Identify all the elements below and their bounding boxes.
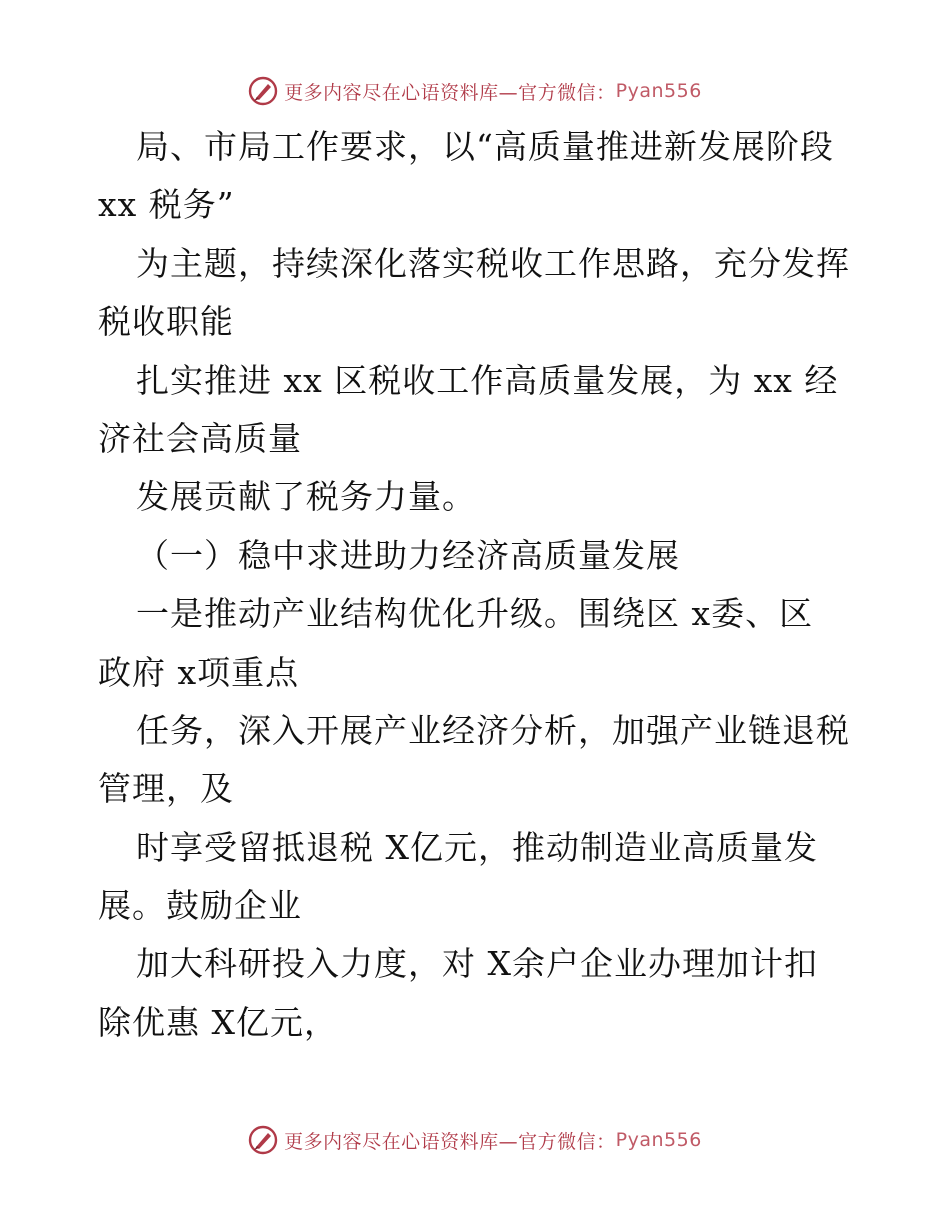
text-line: 时享受留抵退税 X亿元，推动制造业高质量发 [136, 827, 818, 867]
watermark-brand-text: 更多内容尽在心语资料库—官方微信： [284, 81, 616, 104]
text-line: 管理，及 [98, 769, 234, 809]
header-watermark [0, 71, 950, 111]
footer-watermark [0, 1120, 950, 1160]
text-line: 展。鼓励企业 [98, 886, 302, 926]
text-line: 除优惠 X亿元， [98, 1002, 338, 1042]
text-line: 政府 x项重点 [98, 652, 300, 692]
text-line: 扎实推进 xx 区税收工作高质量发展，为 xx 经 [136, 360, 839, 400]
text-line: xx 税务” [98, 185, 235, 225]
watermark-wechat-id: Pyan556 [615, 1129, 702, 1151]
watermark-wechat-id: Pyan556 [615, 80, 702, 102]
text-line: 税收职能 [98, 302, 234, 342]
section-heading: （一）稳中求进助力经济高质量发展 [136, 535, 680, 575]
seal-pen-logo-icon [248, 1125, 278, 1155]
document-body [98, 118, 858, 1052]
text-line: 为主题，持续深化落实税收工作思路，充分发挥 [136, 243, 850, 283]
watermark-brand-text: 更多内容尽在心语资料库—官方微信： [284, 1130, 616, 1153]
text-line: 加大科研投入力度，对 X余户企业办理加计扣 [136, 944, 818, 984]
text-line: 任务，深入开展产业经济分析，加强产业链退税 [136, 710, 850, 750]
text-line: 一是推动产业结构优化升级。围绕区 x委、区 [136, 594, 814, 634]
text-line: 发展贡献了税务力量。 [136, 477, 476, 517]
text-line: 济社会高质量 [98, 418, 302, 458]
seal-pen-logo-icon [248, 76, 278, 106]
text-line: 局、市局工作要求，以“高质量推进新发展阶段 [136, 127, 834, 166]
